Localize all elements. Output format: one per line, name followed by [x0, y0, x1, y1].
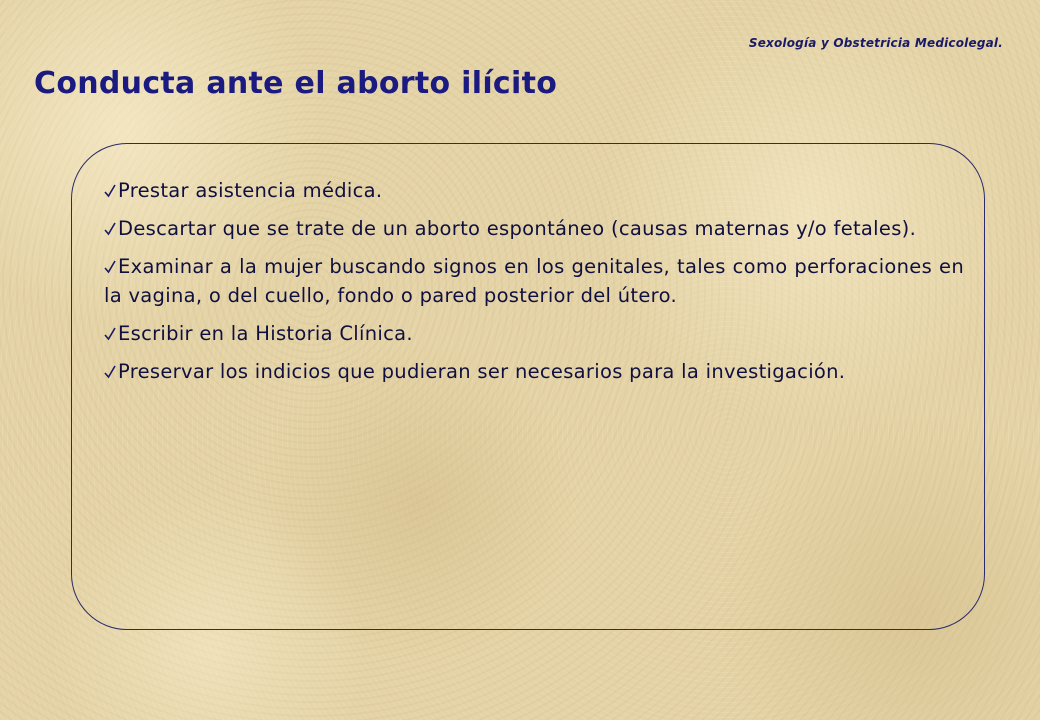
bullet-item: [104, 176, 964, 205]
slide-title: Conducta ante el aborto ilícito: [34, 66, 558, 101]
bullet-item: [104, 319, 964, 348]
bullet-text: Escribir en la Historia Clínica.: [118, 322, 413, 345]
check-icon: [104, 365, 116, 379]
bullet-item: [104, 252, 964, 310]
bullet-list: [104, 176, 964, 395]
bullet-text: Prestar asistencia médica.: [118, 179, 383, 202]
bullet-text: Examinar a la mujer buscando signos en los genitales, tales como perforaciones en la vagina, o del cuello, fondo o pared posterior del útero.: [104, 255, 964, 307]
bullet-item: [104, 357, 964, 386]
check-icon: [104, 327, 116, 341]
check-icon: [104, 260, 116, 274]
bullet-text: Descartar que se trate de un aborto espontáneo (causas maternas y/o fetales).: [118, 217, 917, 240]
content-box: [71, 143, 985, 630]
bullet-text: Preservar los indicios que pudieran ser necesarios para la investigación.: [118, 360, 846, 383]
bullet-item: [104, 214, 964, 243]
check-icon: [104, 222, 116, 236]
check-icon: [104, 184, 116, 198]
header-caption: Sexología y Obstetricia Medicolegal.: [748, 36, 1003, 50]
